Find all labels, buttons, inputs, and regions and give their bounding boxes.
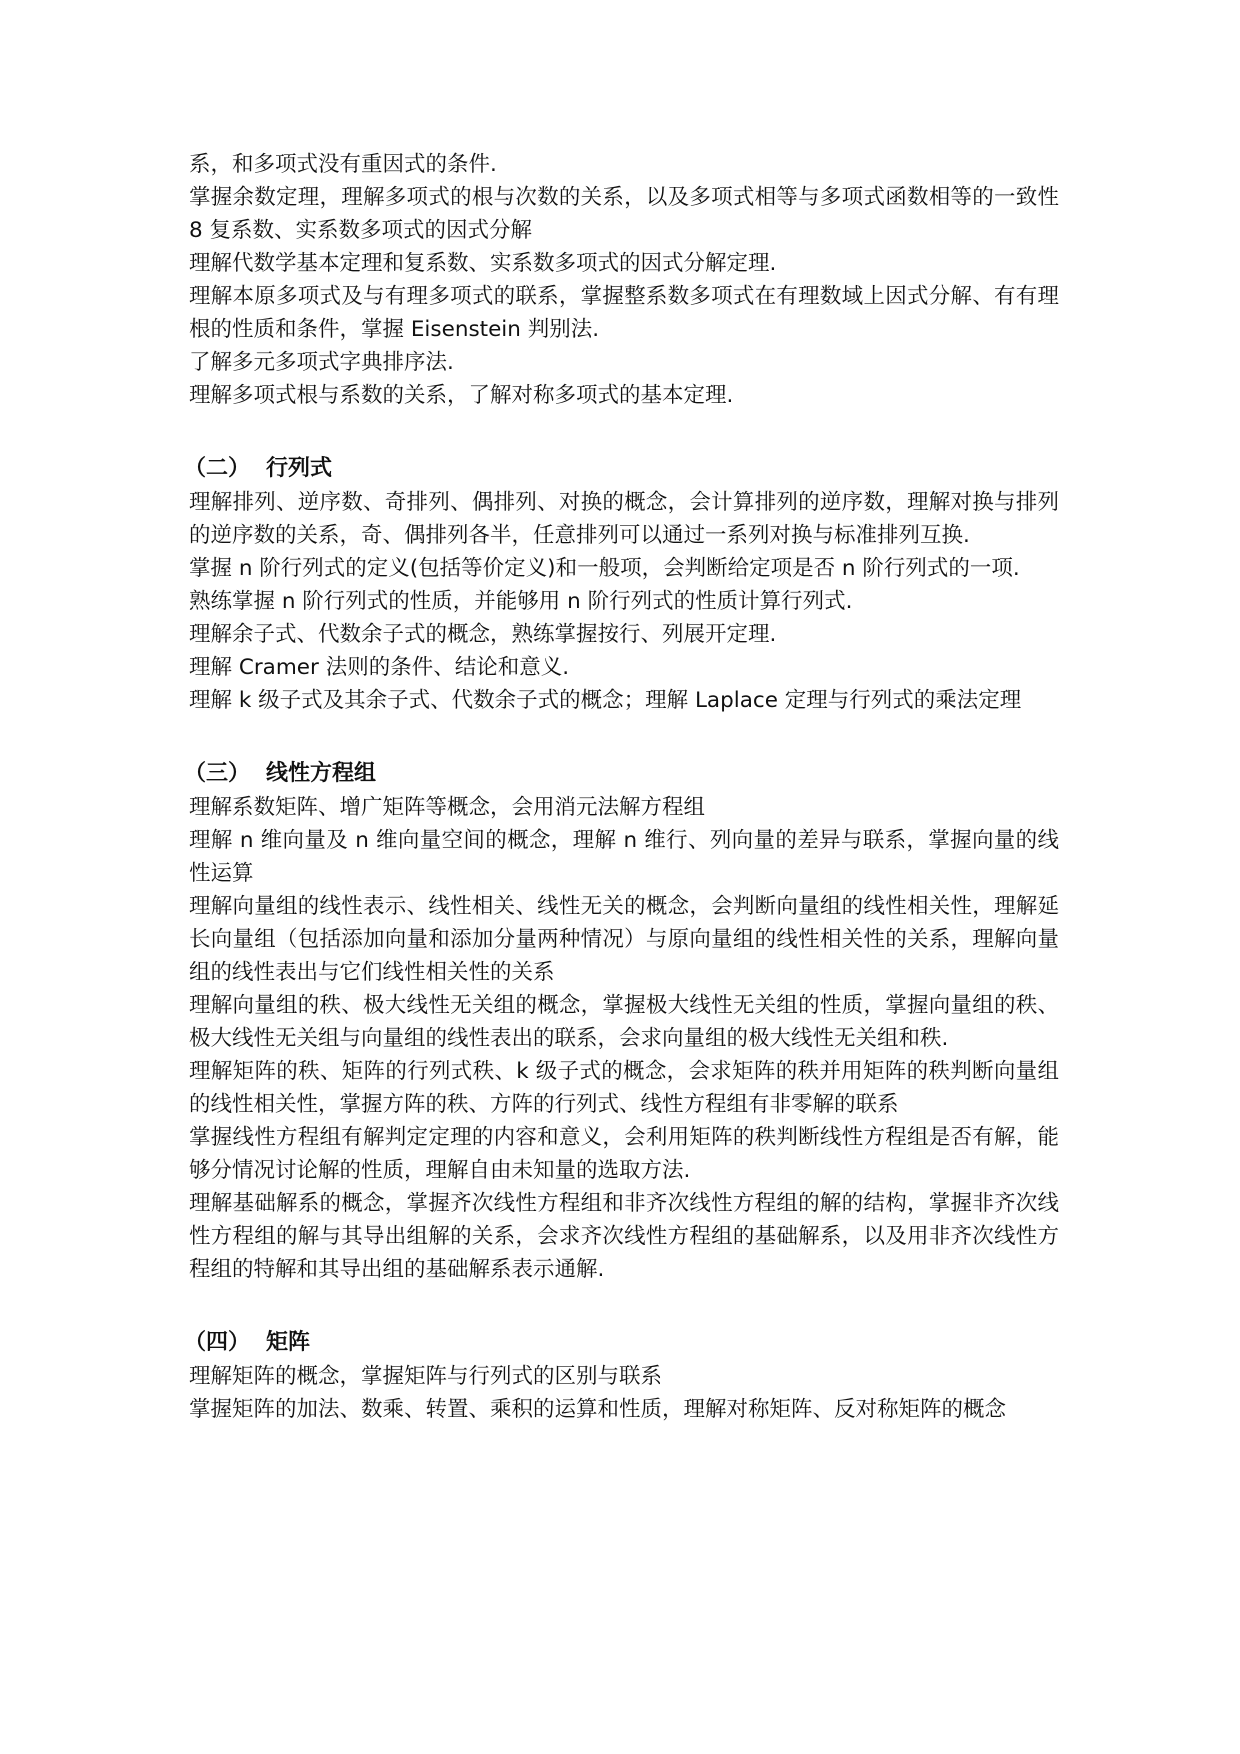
paragraph: 系，和多项式没有重因式的条件.	[189, 152, 497, 177]
document-page	[184, 148, 1059, 1426]
paragraph: 理解 Cramer 法则的条件、结论和意义.	[189, 655, 570, 680]
paragraph: 理解向量组的线性表示、线性相关、线性无关的概念，会判断向量组的线性相关性，理解延长向量组（包括添加向量和添加分量两种情况）与原向量组的线性相关性的关系，理解向量组的线性表出与它们线性相关性的关系	[189, 894, 1059, 985]
section-linear-equations	[184, 757, 1059, 1286]
paragraph: 了解多元多项式字典排序法.	[189, 350, 454, 375]
section-heading	[184, 1326, 1059, 1359]
paragraph: 理解排列、逆序数、奇排列、偶排列、对换的概念，会计算排列的逆序数，理解对换与排列的逆序数的关系，奇、偶排列各半，任意排列可以通过一系列对换与标准排列互换.	[189, 490, 1059, 548]
intro-block	[189, 148, 1059, 412]
paragraph: 掌握 n 阶行列式的定义(包括等价定义)和一般项，会判断给定项是否 n 阶行列式的一项.	[189, 556, 1020, 581]
paragraph: 掌握余数定理，理解多项式的根与次数的关系，以及多项式相等与多项式函数相等的一致性 8 复系数、实系数多项式的因式分解	[189, 185, 1059, 243]
section-matrix	[184, 1326, 1059, 1426]
section-title: 矩阵	[266, 1330, 311, 1355]
paragraph: 理解向量组的秩、极大线性无关组的概念，掌握极大线性无关组的性质，掌握向量组的秩、极大线性无关组与向量组的线性表出的联系，会求向量组的极大线性无关组和秩.	[189, 993, 1059, 1051]
section-number: （二）	[184, 456, 251, 481]
paragraph: 熟练掌握 n 阶行列式的性质，并能够用 n 阶行列式的性质计算行列式.	[189, 589, 853, 614]
paragraph: 理解 k 级子式及其余子式、代数余子式的概念；理解 Laplace 定理与行列式的乘法定理	[189, 688, 1022, 713]
section-heading	[184, 757, 1059, 790]
paragraph: 理解多项式根与系数的关系，了解对称多项式的基本定理.	[189, 383, 734, 408]
section-title: 行列式	[266, 456, 333, 481]
paragraph: 理解矩阵的秩、矩阵的行列式秩、k 级子式的概念，会求矩阵的秩并用矩阵的秩判断向量组的线性相关性，掌握方阵的秩、方阵的行列式、线性方程组有非零解的联系	[189, 1059, 1059, 1117]
section-title: 线性方程组	[266, 761, 377, 786]
paragraph: 理解代数学基本定理和复系数、实系数多项式的因式分解定理.	[189, 251, 777, 276]
section-number: （三）	[184, 761, 251, 786]
paragraph: 理解矩阵的概念，掌握矩阵与行列式的区别与联系	[189, 1364, 663, 1389]
paragraph: 理解本原多项式及与有理多项式的联系，掌握整系数多项式在有理数域上因式分解、有有理根的性质和条件，掌握 Eisenstein 判别法.	[189, 284, 1059, 342]
paragraph: 理解系数矩阵、增广矩阵等概念，会用消元法解方程组	[189, 795, 706, 820]
paragraph: 理解基础解系的概念，掌握齐次线性方程组和非齐次线性方程组的解的结构，掌握非齐次线性方程组的解与其导出组解的关系，会求齐次线性方程组的基础解系，以及用非齐次线性方程组的特解和其导出组的基础解系表示通解.	[189, 1191, 1059, 1282]
paragraph: 掌握线性方程组有解判定定理的内容和意义，会利用矩阵的秩判断线性方程组是否有解，能够分情况讨论解的性质，理解自由未知量的选取方法.	[189, 1125, 1059, 1183]
section-number: （四）	[184, 1330, 251, 1355]
paragraph: 理解 n 维向量及 n 维向量空间的概念，理解 n 维行、列向量的差异与联系，掌握向量的线性运算	[189, 828, 1059, 886]
paragraph: 理解余子式、代数余子式的概念，熟练掌握按行、列展开定理.	[189, 622, 777, 647]
paragraph: 掌握矩阵的加法、数乘、转置、乘积的运算和性质，理解对称矩阵、反对称矩阵的概念	[189, 1397, 1007, 1422]
section-heading	[184, 452, 1059, 485]
section-determinant	[184, 452, 1059, 717]
